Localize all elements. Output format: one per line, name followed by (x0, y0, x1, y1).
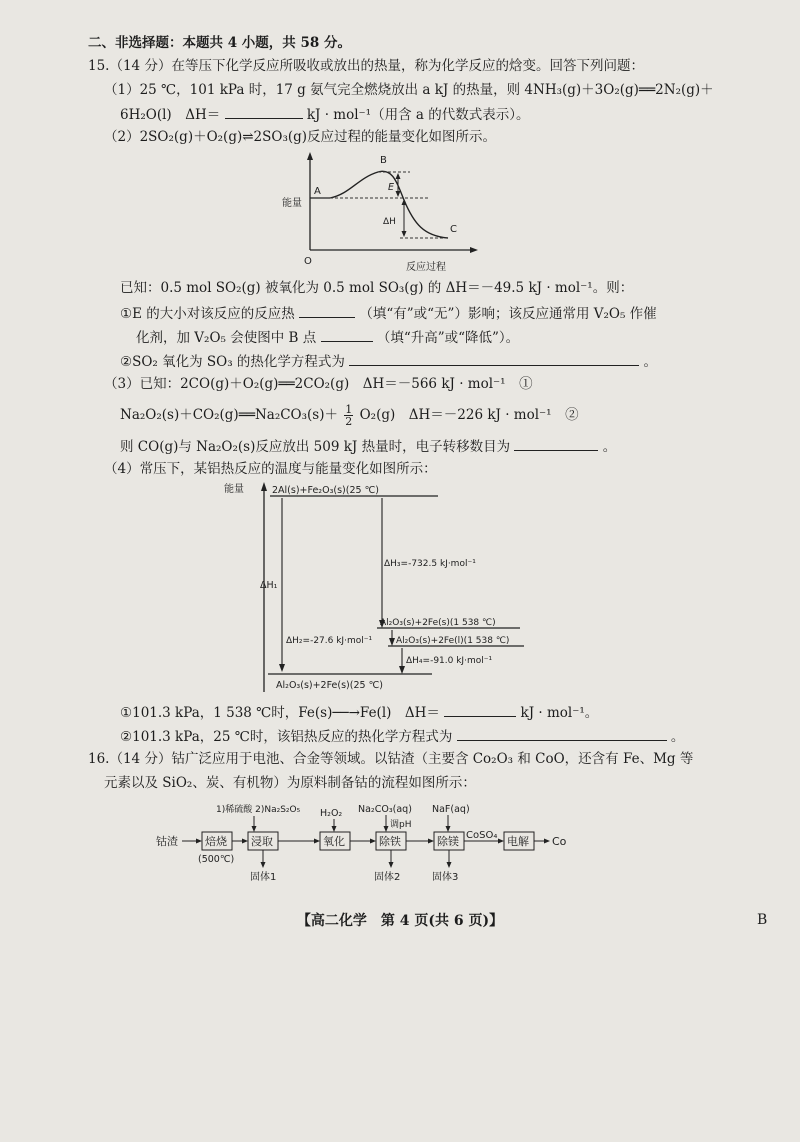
dh3-label: ΔH₃=-732.5 kJ·mol⁻¹ (384, 559, 476, 569)
flow-reagent3: H₂O₂ (320, 808, 343, 819)
flow-step2: 浸取 (251, 835, 273, 848)
point-b-label: B (380, 155, 387, 166)
flow-step5: 除镁 (437, 835, 459, 848)
eq2-text: Na₂O₂(s)＋CO₂(g)══Na₂CO₃(s)＋ (120, 407, 338, 423)
level-top-label: 2Al(s)+Fe₂O₃(s)(25 ℃) (272, 485, 379, 496)
e-label: E (388, 182, 395, 193)
answer-blank[interactable] (444, 702, 516, 717)
frac-numerator: 1 (345, 403, 353, 416)
flow-solid1: 固体1 (250, 872, 277, 883)
flow-solid2: 固体2 (374, 872, 401, 883)
q15-sub4a-unit: kJ · mol⁻¹。 (520, 705, 599, 721)
q15-part3-eq2 (120, 404, 579, 427)
flow-output: Co (552, 835, 567, 848)
flow-step3: 氧化 (323, 835, 345, 848)
q15-sub1-text2: （填“有”或“无”）影响；该反应通常用 V₂O₅ 作催 (359, 306, 657, 322)
answer-blank[interactable] (349, 351, 639, 366)
answer-blank[interactable] (321, 327, 373, 342)
q15-sub4a-text: ①101.3 kPa，1 538 ℃时，Fe(s)──→Fe(l) ΔH＝ (120, 705, 440, 721)
dh4-label: ΔH₄=-91.0 kJ·mol⁻¹ (406, 656, 493, 666)
q15-part3-question (120, 436, 616, 456)
flow-input: 钴渣 (156, 835, 178, 848)
energy-diagram-so2 (280, 150, 490, 276)
q15-part1-unit: kJ · mol⁻¹（用含 a 的代数式表示）。 (306, 107, 530, 123)
level-bottom-label: Al₂O₃(s)+2Fe(s)(25 ℃) (276, 680, 383, 691)
answer-blank[interactable] (225, 104, 303, 119)
point-c-label: C (450, 224, 457, 235)
energy-axis-label-2: 能量 (224, 484, 244, 495)
answer-blank[interactable] (457, 726, 667, 741)
q15-sub4b-text: ②101.3 kPa，25 ℃时，该铝热反应的热化学方程式为 (120, 729, 453, 745)
flow-step1-cond: (500℃) (198, 854, 235, 865)
q16-intro-line2: 元素以及 SiO₂、炭、有机物）为原料制备钴的流程如图所示： (104, 775, 476, 791)
q15-sub2 (120, 351, 657, 371)
page-footer: 【高二化学 第 4 页(共 6 页)】 (296, 913, 504, 929)
q15-sub2-text: ②SO₂ 氧化为 SO₃ 的热化学方程式为 (120, 354, 345, 370)
flow-step1: 焙烧 (205, 835, 227, 848)
section-header: 二、非选择题：本题共 4 小题，共 58 分。 (88, 35, 351, 51)
flow-reagent5: NaF(aq) (432, 804, 470, 815)
flow-solid3: 固体3 (432, 872, 459, 883)
answer-blank[interactable] (299, 303, 355, 318)
q15-part1-line2 (120, 104, 529, 124)
page-version-letter: B (757, 912, 768, 928)
known-condition: 已知：0.5 mol SO₂(g) 被氧化为 0.5 mol SO₃(g) 的 ΔH＝－49.5 kJ · mol⁻¹。则： (120, 280, 634, 296)
dh-label: ΔH (383, 217, 396, 227)
flow-step4: 除铁 (379, 835, 401, 848)
flow-reagent4: Na₂CO₃(aq) (358, 804, 412, 815)
q15-sub2-end: 。 (643, 354, 658, 370)
level-mid1-label: Al₂O₃(s)+2Fe(s)(1 538 ℃) (380, 618, 496, 628)
q15-part2-intro: （2）2SO₂(g)＋O₂(g)⇌2SO₃(g)反应过程的能量变化如图所示。 (104, 129, 497, 145)
q15-sub4a (120, 702, 598, 722)
flow-reagent4b: 调pH (390, 820, 412, 830)
q15-sub1-text3: 化剂，加 V₂O₅ 会使图中 B 点 (136, 330, 317, 346)
level-mid2-label: Al₂O₃(s)+2Fe(l)(1 538 ℃) (396, 636, 510, 646)
q16-intro-line1: 16.（14 分）钴广泛应用于电池、合金等领域。以钴渣（主要含 Co₂O₃ 和 CoO，还含有 Fe、Mg 等 (88, 751, 694, 767)
q15-sub4b (120, 726, 684, 746)
q15-intro: 15.（14 分）在等压下化学反应所吸收或放出的热量，称为化学反应的焓变。回答下列问题： (88, 58, 644, 74)
eq2-text2: O₂(g) ΔH＝－226 kJ · mol⁻¹ ② (359, 407, 579, 423)
frac-denominator: 2 (345, 415, 353, 428)
answer-blank[interactable] (514, 436, 598, 451)
flow-step6: 电解 (507, 835, 529, 848)
cobalt-process-flowchart (150, 800, 590, 900)
q15-part4-intro: （4）常压下，某铝热反应的温度与能量变化如图所示： (104, 461, 437, 477)
q15-part3-eq1: （3）已知：2CO(g)＋O₂(g)══2CO₂(g) ΔH＝－566 kJ · mol⁻¹ ① (104, 376, 533, 392)
q15-sub1-line1 (120, 303, 657, 323)
q15-part3-end: 。 (602, 439, 617, 455)
q15-part1-line1: （1）25 ℃，101 kPa 时，17 g 氨气完全燃烧放出 a kJ 的热量，则 4NH₃(g)＋3O₂(g)══2N₂(g)＋ (104, 82, 714, 98)
q15-sub4b-end: 。 (670, 729, 685, 745)
flow-reagent2: 1)稀硫酸 2)Na₂S₂O₅ (216, 805, 301, 815)
q15-sub1-text: ①E 的大小对该反应的反应热 (120, 306, 295, 322)
origin-label: O (304, 256, 312, 267)
fraction-half (344, 404, 353, 427)
q15-part1-text: 6H₂O(l) ΔH＝ (120, 107, 221, 123)
point-a-label: A (314, 186, 321, 197)
dh2-label: ΔH₂=-27.6 kJ·mol⁻¹ (286, 636, 373, 646)
dh1-label: ΔH₁ (260, 580, 278, 591)
reaction-axis-label: 反应过程 (406, 262, 446, 273)
q15-sub1-text4: （填“升高”或“降低”）。 (376, 330, 520, 346)
q15-part3-text: 则 CO(g)与 Na₂O₂(s)反应放出 509 kJ 热量时，电子转移数目为 (120, 439, 511, 455)
energy-axis-label: 能量 (282, 198, 302, 209)
flow-mid-product: CoSO₄ (466, 830, 498, 841)
q15-sub1-line2 (136, 327, 519, 347)
energy-diagram-thermite (220, 480, 550, 698)
